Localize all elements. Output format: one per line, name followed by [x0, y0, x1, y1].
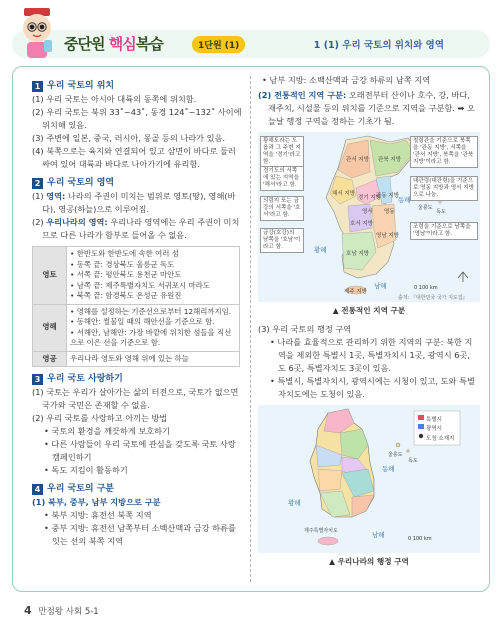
- cell-line: • 한반도와 한반도에 속한 여러 섬: [70, 249, 179, 258]
- section-number: 4: [32, 484, 43, 495]
- cell-line: • 동쪽 끝: 경상북도 울릉군 독도: [70, 259, 175, 269]
- administrative-regions-map: [258, 405, 480, 553]
- cell-line: • 남쪽 끝: 제주특별자치도 서귀포시 마라도: [70, 280, 210, 290]
- term-text: 우리나라 영역에는 우리 주권이 미치므로 다른 나라가 함부로 들어올 수 없음.: [42, 217, 240, 240]
- map-callout: 조령을 기준으로 남쪽을 '영남'이라고 함.: [410, 222, 478, 240]
- cell-line: • 북쪽 끝: 함경북도 온성군 유원진: [70, 291, 182, 300]
- title-text-highlight: 핵심: [108, 35, 136, 53]
- sub-list-item: • 북부 지방: 휴전선 북쪽 지역: [44, 510, 152, 520]
- region-label: 관서 지방: [346, 157, 370, 163]
- term-text: 나라의 주권이 미치는 범위로 영토(땅), 영해(바다), 영공(하늘)으로 이루어짐.: [42, 191, 236, 214]
- korea-admin-map-graphic: [258, 405, 480, 553]
- section-title: 우리 국토의 구분: [47, 483, 115, 494]
- term-label: 우리나라의 영역:: [46, 217, 108, 227]
- region-label: 영남 지방: [376, 233, 400, 239]
- page-number: 4: [24, 604, 32, 617]
- book-title: 만점왕 사회 5-1: [38, 607, 99, 617]
- left-column: [32, 74, 242, 548]
- sea-label: 황해: [288, 499, 301, 507]
- sub-list-item: • 남부 지방: 소백산맥과 금강 하류의 남쪽 지역: [262, 75, 431, 85]
- sea-label: 남해: [372, 531, 385, 539]
- map-callout: 대관령(대관령)을 기준으로 영동 지방과 영서 지방으로 나눔.: [410, 176, 478, 201]
- list-item: (1) 북부, 중부, 남부 지방으로 구분: [32, 497, 161, 507]
- term-text: 오래전부터 산이나 호수, 강, 바다, 재주치, 시설물 등의 위치를 기준으로 지역을 구분함. ➡ 오늘날 행정 구역을 정하는 기초가 됨.: [268, 90, 475, 126]
- unit-badge: 1단원 (1): [192, 36, 245, 53]
- sub-list-item: • 국토의 환경을 깨끗하게 보호하기: [44, 426, 170, 436]
- list-item: (4) 북쪽으로는 육지와 연결되어 있고 삼면이 바다로 둘러싸여 있어 대륙과 바다로 나아가기에 유리함.: [32, 146, 236, 169]
- section-1-heading: [32, 79, 242, 93]
- sub-list-item: • 독도 지킴이 활동하기: [44, 465, 128, 475]
- sub-list-item: • 나라를 효율적으로 관리하기 위한 지역의 구분: 북한 지역을 제외한 특별시 1곳, 특별자치시 1곳, 광역시 6곳, 도 6곳, 특별자치도 3곳이 있음.: [270, 337, 473, 373]
- list-item: (1) 영역: 나라의 주권이 미치는 범위로 영토(땅), 영해(바다), 영공(하늘)으로 이루어짐.: [32, 191, 236, 214]
- section-4-heading: [32, 482, 242, 496]
- mascot-character-icon: [14, 6, 60, 62]
- sea-label: 동해: [398, 196, 411, 204]
- list-item: (1) 우리 국토는 아시아 대륙의 동쪽에 위치함.: [32, 94, 197, 104]
- term-label: 영역:: [46, 191, 66, 201]
- table-row: [33, 351, 240, 367]
- region-label: 영동: [384, 209, 395, 215]
- section-3-heading: [32, 372, 242, 386]
- region-label: 제주 지방: [344, 289, 368, 295]
- table-row-head: 영공: [33, 351, 67, 367]
- region-label: 경기 지방: [358, 195, 382, 201]
- list-item: (2) 우리나라의 영역: 우리나라 영역에는 우리 주권이 미치므로 다른 나라가 함부로 들어올 수 없음.: [32, 217, 240, 240]
- region-label: 호남 지방: [346, 251, 370, 257]
- table-cell: 우리나라 영토와 영해 위에 있는 하늘: [67, 351, 240, 367]
- section-2-heading: [32, 176, 242, 190]
- region-label: 관북 지방: [378, 157, 402, 163]
- list-item: (3) 우리 국토의 행정 구역: [258, 324, 352, 334]
- section-number: 3: [32, 374, 43, 385]
- territory-table: [32, 246, 240, 367]
- section-number: 1: [32, 81, 43, 92]
- table-cell: [67, 304, 240, 351]
- island-label: 독도: [436, 209, 446, 215]
- sub-list-item: • 다른 사람들이 우리 국토에 관심을 갖도록 국토 사랑 캠페인하기: [44, 439, 236, 462]
- map-callout: 철령관을 기준으로 북쪽을 '관동 지방', 서쪽을 '관서 지방', 북쪽을 '관북 지방'이라고 함.: [410, 136, 478, 168]
- table-row: [33, 247, 240, 305]
- island-label: 울릉도: [418, 205, 433, 211]
- region-label: 제주특별자치도: [304, 528, 338, 534]
- legend-item: 광역시: [426, 426, 442, 432]
- traditional-regions-map: [258, 132, 480, 302]
- table-row: [33, 304, 240, 351]
- region-label: 호서 지방: [350, 221, 374, 227]
- island-label: 울릉도: [388, 452, 403, 458]
- list-item: (2) 우리 국토는 북위 33˚~43˚, 동경 124˚~132˚ 사이에 위치해 있음.: [32, 107, 242, 130]
- title-text-3: 복습: [135, 35, 163, 53]
- page-footer: [24, 604, 99, 617]
- section-title: 우리 국토의 위치: [47, 80, 115, 91]
- legend-item: 도청 소재지: [426, 436, 455, 442]
- right-column: [258, 74, 480, 568]
- section-title: 우리 국토의 영역: [47, 177, 115, 188]
- term-label: (2) 전통적인 지역 구분:: [258, 90, 347, 100]
- region-label: 해서 지방: [332, 191, 356, 197]
- section-number: 2: [32, 178, 43, 189]
- map-callout: 경기도의 서쪽에 있는 지역을 '해서'라고 함.: [260, 166, 304, 191]
- table-cell: [67, 247, 240, 305]
- map-caption: ▲ 전통적인 지역 구분: [332, 306, 406, 315]
- list-item: (1) 국토는 우리가 살아가는 삶의 터전으로, 국토가 없으면 국가와 국민은 존재할 수 없음.: [32, 387, 239, 410]
- map-caption: ▲ 우리나라의 행정 구역: [329, 557, 409, 566]
- list-item: (2) 우리 국토를 사랑하고 아끼는 방법: [32, 413, 168, 423]
- column-divider: [250, 76, 251, 582]
- region-label: 관동 지방: [376, 193, 400, 199]
- map-scale: 0 100 km: [408, 536, 432, 542]
- page-header: [0, 0, 500, 66]
- map-callout: 의림지 또는 금강의 서쪽을 '호서'라고 함.: [260, 196, 304, 221]
- sea-label: 남해: [374, 282, 387, 290]
- sea-label: 황해: [314, 246, 327, 254]
- table-row-head: 영해: [33, 304, 67, 351]
- list-item: [258, 89, 480, 128]
- sub-list-item: • 특별시, 특별자치시, 광역시에는 시청이 있고, 도와 특별자치도에는 도청이 있음.: [270, 376, 475, 399]
- map-callout: 황해도라는 도읍과 그 주변 지역을 '경기'라고 함.: [260, 136, 304, 168]
- table-row-head: 영토: [33, 247, 67, 305]
- map-callout: 금강(호강)의 남쪽을 '호남'이라고 함.: [260, 228, 304, 253]
- cell-line: • 서쪽 끝: 평안북도 용천군 마안도: [70, 270, 182, 279]
- region-label: 영서: [362, 209, 373, 215]
- section-title: 우리 국토 사랑하기: [47, 373, 123, 384]
- cell-line: • 동해안: 썰물일 때의 해안선을 기준으로 함.: [70, 317, 215, 326]
- list-item: (3) 주변에 일본, 중국, 러시아, 몽골 등의 나라가 있음.: [32, 133, 226, 143]
- legend-item: 특별시: [426, 417, 442, 423]
- page-title: [64, 33, 163, 54]
- cell-line: • 영해를 설정하는 기준선으로부터 12해리까지임.: [70, 306, 232, 316]
- sub-list-item: • 중부 지방: 휴전선 남쪽부터 소백산맥과 금강 하류를 잇는 선의 북쪽 지역: [44, 523, 236, 546]
- map-source: 출처: 『대한민국 국가 지도집』: [398, 295, 468, 301]
- chapter-title: 1 (1) 우리 국토의 위치와 영역: [313, 40, 444, 51]
- title-text-1: 중단원: [64, 35, 105, 53]
- sea-label: 동해: [382, 465, 395, 473]
- island-label: 독도: [408, 458, 418, 464]
- cell-line: • 서해안, 남해안: 가장 바깥에 위치한 섬들을 직선으로 이은 선을 기준으로 함.: [70, 327, 232, 347]
- map-scale: 0 100 km: [414, 285, 438, 291]
